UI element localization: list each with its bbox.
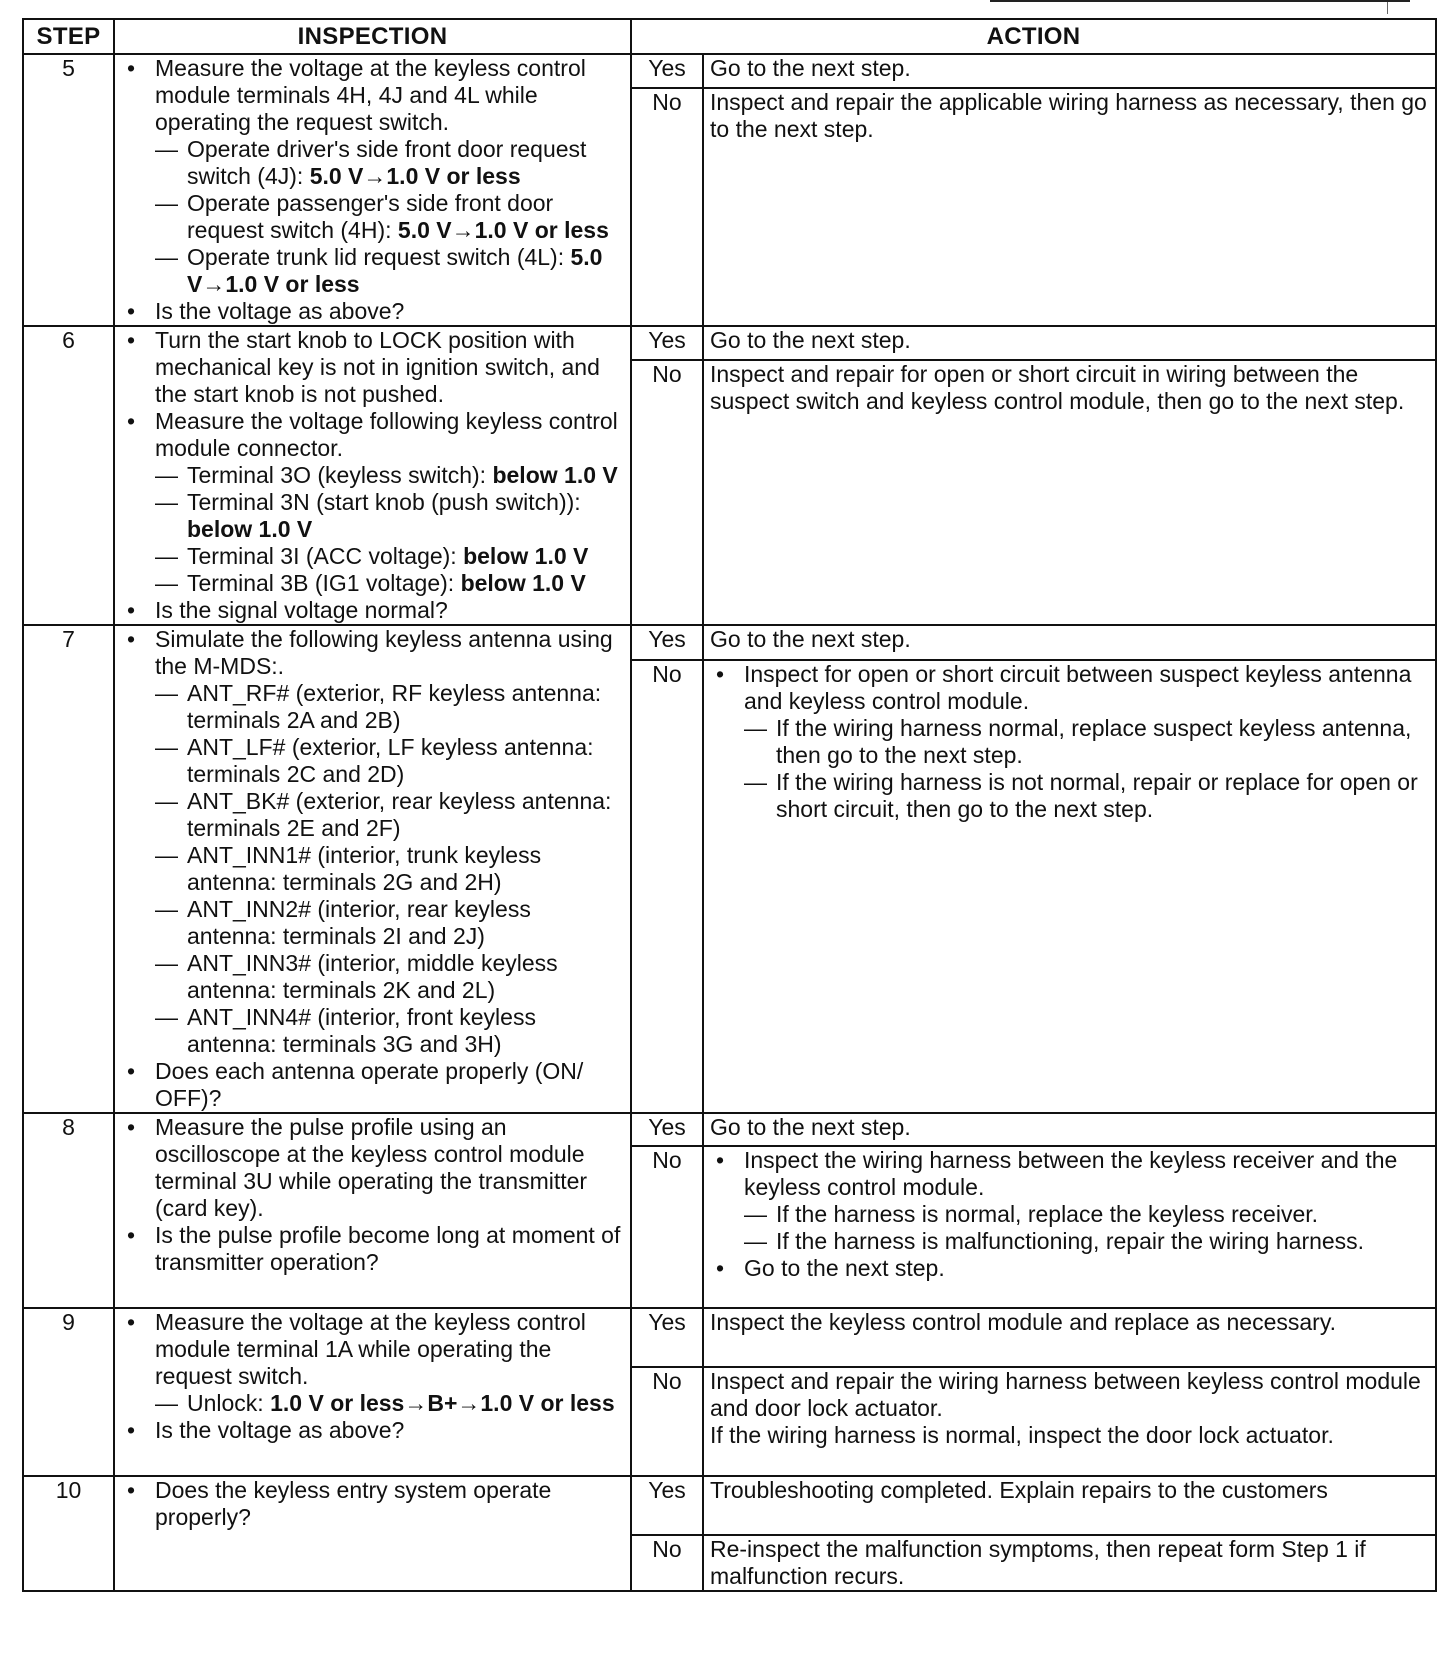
inspection-list (121, 1309, 624, 1444)
action-text: If the wiring harness is normal, inspect the door lock actuator. (710, 1422, 1334, 1448)
no-label: No (631, 360, 703, 625)
yes-action (703, 1113, 1436, 1146)
inspection-item: • Does each antenna operate properly (ON/ OFF)? (155, 1058, 624, 1112)
header-action: ACTION (631, 19, 1436, 54)
no-action (703, 360, 1436, 625)
step-number: 10 (23, 1476, 114, 1591)
action-subitem: — If the harness is malfunctioning, repair the wiring harness. (776, 1228, 1429, 1255)
inspection-subitem: — ANT_BK# (exterior, rear keyless antenna: terminals 2E and 2F) (187, 788, 624, 842)
yes-action (703, 326, 1436, 360)
inspection-subitem: — Unlock: 1.0 V or less→B+→1.0 V or less (187, 1390, 624, 1417)
action-subitem: — If the harness is normal, replace the keyless receiver. (776, 1201, 1429, 1228)
inspection-subitem: — ANT_INN3# (interior, middle keyless antenna: terminals 2K and 2L) (187, 950, 624, 1004)
no-label: No (631, 88, 703, 326)
no-label: No (631, 1146, 703, 1308)
action-text: Inspect and repair for open or short circuit in wiring between the suspect switch and keyless control module, then go to the next step. (710, 360, 1405, 414)
inspection-subitem: — Terminal 3B (IG1 voltage): below 1.0 V (187, 570, 624, 597)
inspection-subitem: — Operate driver's side front door request switch (4J): 5.0 V→1.0 V or less (187, 136, 624, 190)
no-label: No (631, 1535, 703, 1591)
inspection-item: • Does the keyless entry system operate properly? (155, 1477, 624, 1531)
action-text: Inspect and repair the wiring harness between keyless control module and door lock actuator. (710, 1368, 1421, 1421)
inspection-subitem: — Terminal 3I (ACC voltage): below 1.0 V (187, 543, 624, 570)
step-number: 9 (23, 1308, 114, 1476)
step-row-yes (23, 1308, 1436, 1367)
yes-action (703, 54, 1436, 88)
inspection-sublist (155, 1390, 624, 1417)
no-label: No (631, 660, 703, 1113)
inspection-subitem: — ANT_RF# (exterior, RF keyless antenna: terminals 2A and 2B) (187, 680, 624, 734)
action-text: Go to the next step. (710, 626, 911, 652)
inspection-item: • Is the voltage as above? (155, 1417, 624, 1444)
action-list (710, 661, 1429, 823)
spec-value: 5.0 V→1.0 V or less (309, 163, 521, 189)
yes-label: Yes (631, 54, 703, 88)
yes-label: Yes (631, 1113, 703, 1146)
header-row (23, 19, 1436, 54)
inspection-item: • Measure the voltage at the keyless control module terminals 4H, 4J and 4L while operating the request switch. — Operate driver's side front door request switch (4J): 5.0 V→1.0 V or less — Operate passenger's side front door request switch (4H): 5.0 V→1.0 V or less — Operate trunk lid request switch (4L): 5.0 V→1.0 V or less (155, 55, 624, 298)
header-inspection: INSPECTION (114, 19, 631, 54)
step-row-yes (23, 54, 1436, 88)
scan-mark (1387, 2, 1388, 14)
inspection-sublist (155, 136, 624, 298)
action-text: Inspect and repair the applicable wiring harness as necessary, then go to the next step. (710, 89, 1427, 143)
inspection-subitem: — Operate trunk lid request switch (4L): 5.0 V→1.0 V or less (187, 244, 624, 298)
yes-action (703, 1476, 1436, 1535)
inspection-item: • Simulate the following keyless antenna using the M-MDS:. — ANT_RF# (exterior, RF keyless antenna: terminals 2A and 2B) — ANT_LF# (exterior, LF keyless antenna: terminals 2C and 2D) — ANT_BK# (exterior, rear keyless antenna: terminals 2E and 2F) — ANT_INN1# (interior, trunk keyless antenna: terminals 2G and 2H) — ANT_INN2# (interior, rear keyless antenna: terminals 2I and 2J) — ANT_INN3# (interior, middle keyless antenna: terminals 2K and 2L) — ANT_INN4# (interior, front keyless antenna: terminals 3G and 3H) (155, 626, 624, 1058)
no-label: No (631, 1367, 703, 1476)
inspection-list (121, 1114, 624, 1276)
step-row-yes (23, 1476, 1436, 1535)
yes-label: Yes (631, 625, 703, 660)
inspection-list (121, 327, 624, 624)
action-text: Go to the next step. (710, 1114, 911, 1140)
yes-action (703, 625, 1436, 660)
inspection-cell (114, 1113, 631, 1308)
spec-value: below 1.0 V (463, 543, 589, 569)
inspection-subitem: — Terminal 3N (start knob (push switch)): below 1.0 V (187, 489, 624, 543)
inspection-subitem: — Terminal 3O (keyless switch): below 1.0 V (187, 462, 624, 489)
inspection-subitem: — ANT_LF# (exterior, LF keyless antenna: terminals 2C and 2D) (187, 734, 624, 788)
inspection-subitem: — ANT_INN4# (interior, front keyless antenna: terminals 3G and 3H) (187, 1004, 624, 1058)
inspection-sublist (155, 680, 624, 1058)
action-text: Troubleshooting completed. Explain repairs to the customers (710, 1477, 1328, 1503)
yes-action (703, 1308, 1436, 1367)
step-number: 6 (23, 326, 114, 625)
step-number: 7 (23, 625, 114, 1113)
inspection-item: • Is the pulse profile become long at moment of transmitter operation? (155, 1222, 624, 1276)
troubleshooting-table (22, 18, 1437, 1592)
yes-label: Yes (631, 326, 703, 360)
inspection-subitem: — ANT_INN2# (interior, rear keyless antenna: terminals 2I and 2J) (187, 896, 624, 950)
spec-value: below 1.0 V (492, 462, 618, 488)
no-action (703, 88, 1436, 326)
action-text: Inspect the keyless control module and replace as necessary. (710, 1309, 1337, 1335)
inspection-subitem: — Operate passenger's side front door request switch (4H): 5.0 V→1.0 V or less (187, 190, 624, 244)
action-list (710, 1147, 1429, 1282)
action-text: Go to the next step. (710, 327, 911, 353)
inspection-cell (114, 1476, 631, 1591)
no-action (703, 1367, 1436, 1476)
action-text: Go to the next step. (710, 55, 911, 81)
step-row-yes (23, 1113, 1436, 1146)
inspection-cell (114, 54, 631, 326)
header-step: STEP (23, 19, 114, 54)
inspection-cell (114, 1308, 631, 1476)
spec-value: below 1.0 V (460, 570, 586, 596)
inspection-item: • Measure the voltage at the keyless control module terminal 1A while operating the request switch. — Unlock: 1.0 V or less→B+→1.0 V or less (155, 1309, 624, 1417)
inspection-subitem: — ANT_INN1# (interior, trunk keyless antenna: terminals 2G and 2H) (187, 842, 624, 896)
inspection-item: • Turn the start knob to LOCK position with mechanical key is not in ignition switch, and the start knob is not pushed. (155, 327, 624, 408)
spec-value: 5.0 V→1.0 V or less (397, 217, 609, 243)
action-sublist (744, 1201, 1429, 1255)
no-action (703, 1535, 1436, 1591)
step-row-yes (23, 326, 1436, 360)
inspection-item: • Is the voltage as above? (155, 298, 624, 325)
no-action (703, 1146, 1436, 1308)
action-item: • Go to the next step. (744, 1255, 1429, 1282)
no-action (703, 660, 1436, 1113)
inspection-list (121, 626, 624, 1112)
inspection-list (121, 1477, 624, 1531)
step-row-yes (23, 625, 1436, 660)
action-sublist (744, 715, 1429, 823)
spec-value: 1.0 V or less→B+→1.0 V or less (270, 1390, 615, 1416)
action-item: • Inspect the wiring harness between the keyless receiver and the keyless control module. — If the harness is normal, replace the keyless receiver. — If the harness is malfunctioning, repair the wiring harness. (744, 1147, 1429, 1255)
action-item: • Inspect for open or short circuit between suspect keyless antenna and keyless control module. — If the wiring harness normal, replace suspect keyless antenna, then go to the next step. — If the wiring harness is not normal, repair or replace for open or short circuit, then go to the next step. (744, 661, 1429, 823)
inspection-item: • Measure the pulse profile using an oscilloscope at the keyless control module terminal 3U while operating the transmitter (card key). (155, 1114, 624, 1222)
step-number: 5 (23, 54, 114, 326)
spec-value: below 1.0 V (187, 516, 313, 542)
action-subitem: — If the wiring harness is not normal, repair or replace for open or short circuit, then go to the next step. (776, 769, 1429, 823)
inspection-cell (114, 625, 631, 1113)
step-number: 8 (23, 1113, 114, 1308)
inspection-item: • Is the signal voltage normal? (155, 597, 624, 624)
spec-value: 5.0 V→1.0 V or less (187, 244, 603, 297)
inspection-item: • Measure the voltage following keyless control module connector. — Terminal 3O (keyless switch): below 1.0 V — Terminal 3N (start knob (push switch)): below 1.0 V — Terminal 3I (ACC voltage): below 1.0 V — Terminal 3B (IG1 voltage): below 1.0 V (155, 408, 624, 597)
action-subitem: — If the wiring harness normal, replace suspect keyless antenna, then go to the next step. (776, 715, 1429, 769)
inspection-list (121, 55, 624, 325)
inspection-cell (114, 326, 631, 625)
top-rule (990, 0, 1410, 2)
inspection-sublist (155, 462, 624, 597)
yes-label: Yes (631, 1308, 703, 1367)
yes-label: Yes (631, 1476, 703, 1535)
action-text: Re-inspect the malfunction symptoms, then repeat form Step 1 if malfunction recurs. (710, 1536, 1366, 1589)
